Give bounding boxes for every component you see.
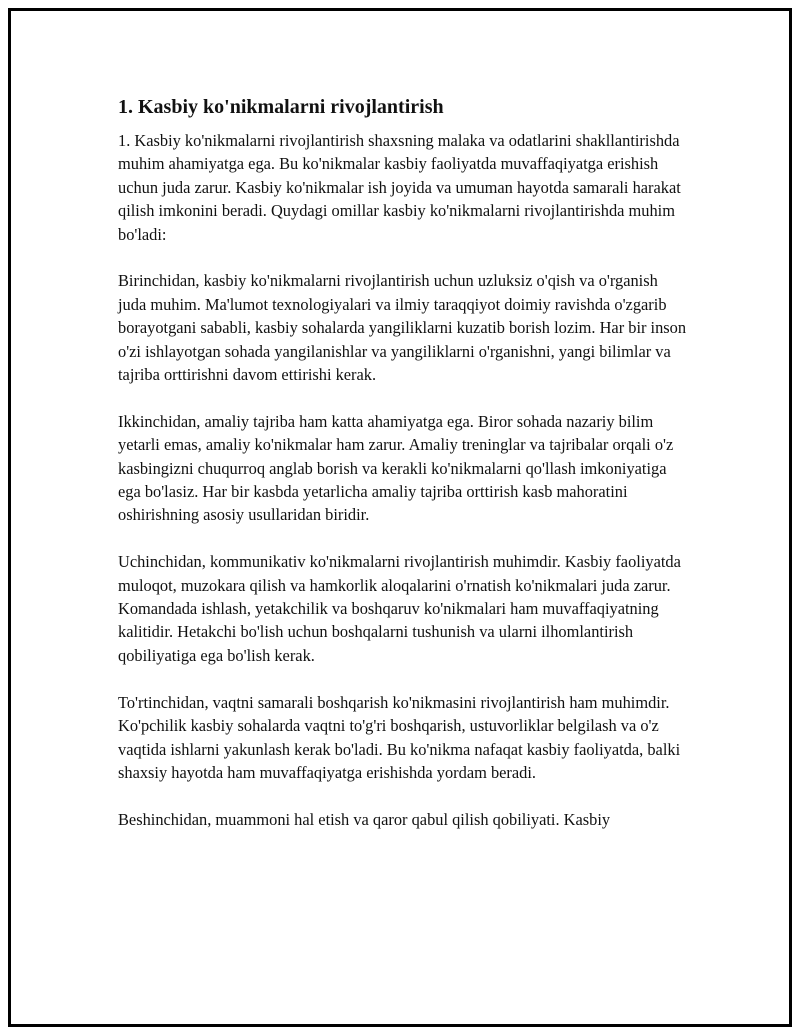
paragraph-fourth: To'rtinchidan, vaqtni samarali boshqarish ko'nikmasini rivojlantirish ham muhimdir. Ko'pchilik kasbiy sohalarda vaqtni to'g'ri boshqarish, ustuvorliklar belgilash va o'z vaqtida ishlarni yakunlash kerak bo'ladi. Bu ko'nikma nafaqat kasbiy faoliyatda, balki shaxsiy hayotda ham muvaffaqiyatga erishishda yordam beradi. (118, 692, 681, 782)
document-title: 1. Kasbiy ko'nikmalarni rivojlantirish (118, 96, 444, 118)
paragraph-fifth: Beshinchidan, muammoni hal etish va qaror qabul qilish qobiliyati. Kasbiy (118, 809, 611, 829)
paragraph-intro: 1. Kasbiy ko'nikmalarni rivojlantirish shaxsning malaka va odatlarini shakllantirishda muhim ahamiyatga ega. Bu ko'nikmalar kasbiy faoliyatda muvaffaqiyatga erishish uchun juda zarur. Kasbiy ko'nikmalar ish joyida va umuman hayotda samarali harakat qilish imkonini beradi. Quydagi omillar kasbiy ko'nikmalarni rivojlantirishda muhim bo'ladi: (118, 131, 681, 244)
paragraph-second: Ikkinchidan, amaliy tajriba ham katta ahamiyatga ega. Biror sohada nazariy bilim yetarli emas, amaliy ko'nikmalar ham zarur. Amaliy treninglar va tajribalar orqali o'z kasbingizni chuqurroq anglab borish va kerakli ko'nikmalarni qo'llash imkoniyatiga ega bo'lasiz. Har bir kasbda yetarlicha amaliy tajriba orttirish kasb mahoratini oshirishning asosiy usullaridan biridir. (118, 411, 674, 525)
paragraph-first: Birinchidan, kasbiy ko'nikmalarni rivojlantirish uchun uzluksiz o'qish va o'rganish juda muhim. Ma'lumot texnologiyalari va ilmiy taraqqiyot doimiy ravishda o'zgarib borayotgani sababli, kasbiy sohalarda yangiliklarni kuzatib borish lozim. Har bir inson o'zi ishlayotgan sohada yangilanishlar va yangiliklarni o'rganishni, yangi bilimlar va tajriba orttirishni davom ettirishi kerak. (118, 271, 687, 385)
paragraph-third: Uchinchidan, kommunikativ ko'nikmalarni rivojlantirish muhimdir. Kasbiy faoliyatda muloqot, muzokara qilish va hamkorlik aloqalarini o'rnatish ko'nikmalari juda zarur. Komandada ishlash, yetakchilik va boshqaruv ko'nikmalari ham muvaffaqiyatning kalitidir. Hetakchi bo'lish uchun boshqalarni tushunish va ularni ilhomlantirish qobiliyatiga ega bo'lish kerak. (118, 552, 681, 665)
document-body (118, 95, 688, 855)
